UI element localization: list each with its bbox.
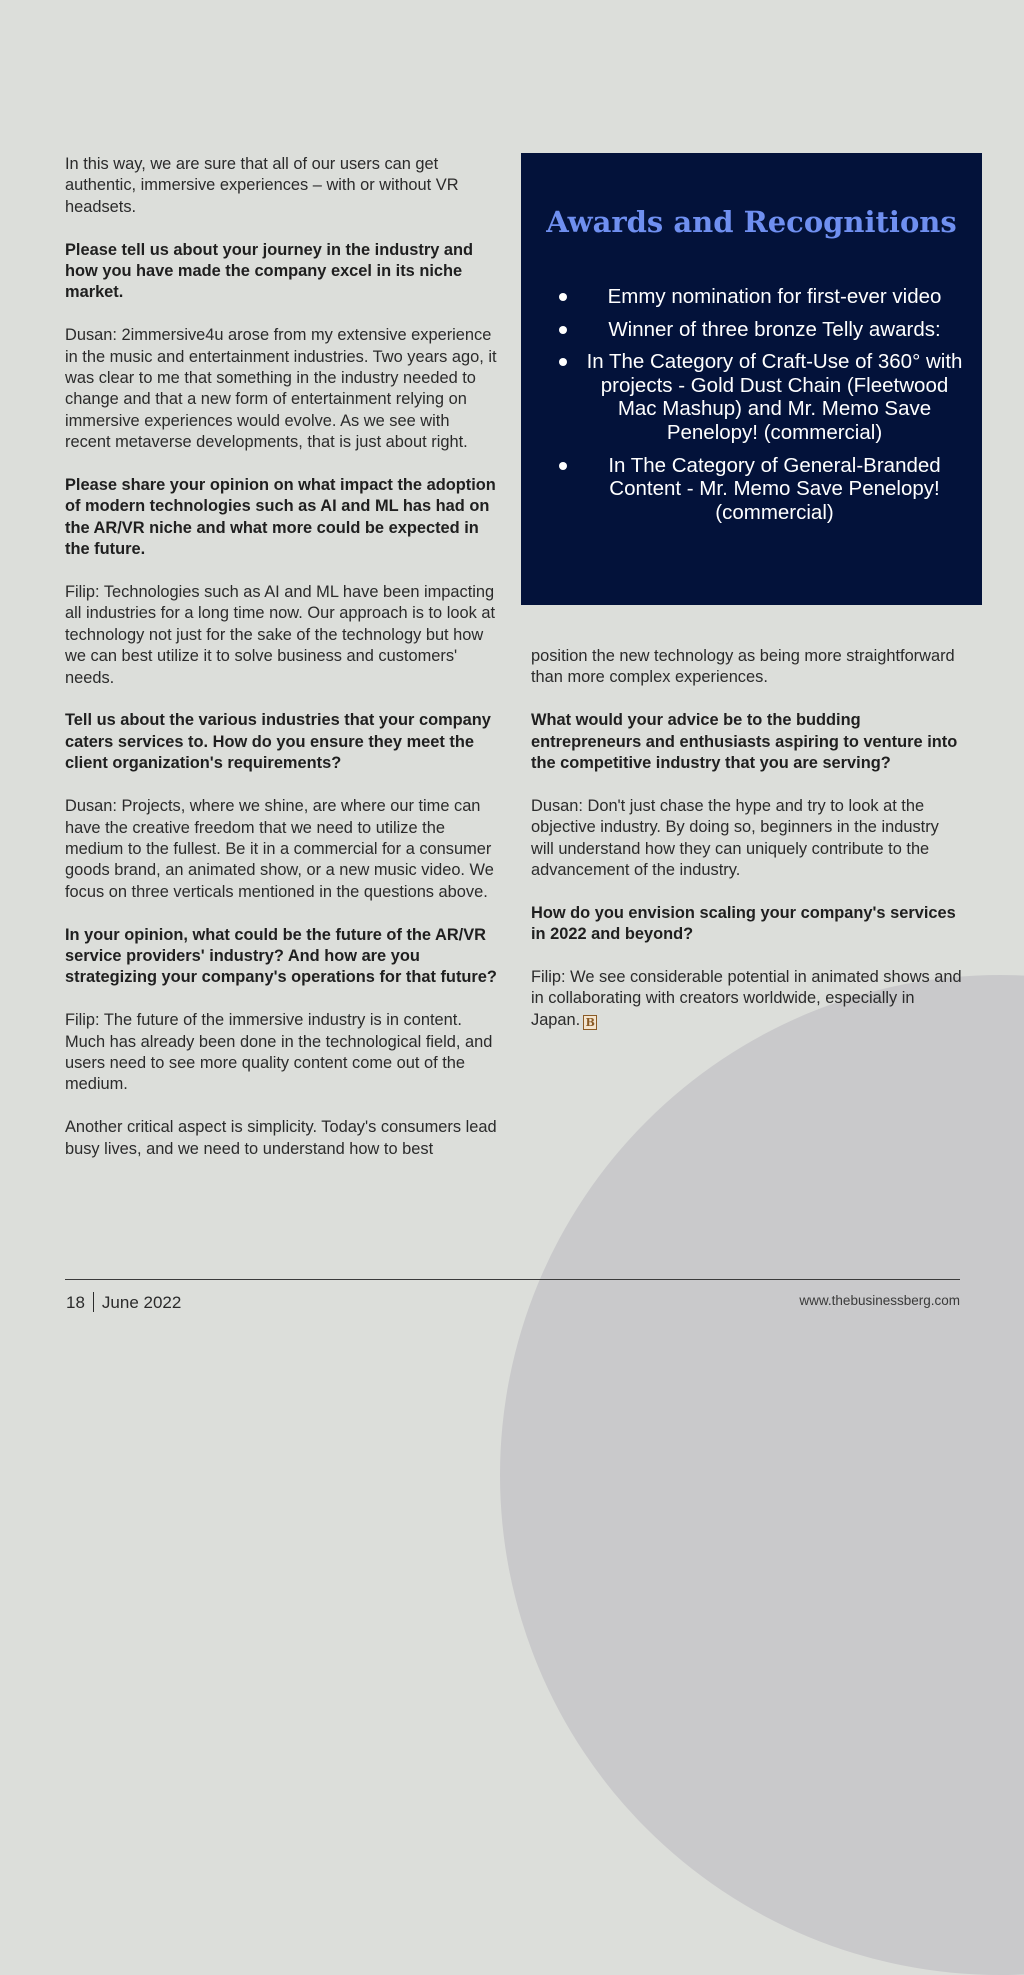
paragraph-text: In your opinion, what could be the future of the AR/VR service providers' industry? And how are you strategizing your company's operations for that future? (65, 925, 497, 987)
paragraph-text: Please tell us about your journey in the industry and how you have made the company excel in its niche market. (65, 240, 474, 302)
award-item-text: In The Category of General-Branded Content - Mr. Memo Save Penelopy! (commercial) (608, 453, 941, 524)
paragraph-text: How do you envision scaling your company's services in 2022 and beyond? (531, 903, 956, 944)
bullet-icon (559, 358, 567, 366)
interview-answer (65, 796, 497, 903)
awards-title: Awards and Recognitions (546, 205, 957, 239)
award-item (551, 454, 966, 525)
website-url: www.thebusinessberg.com (799, 1293, 960, 1308)
interview-question (65, 710, 497, 774)
awards-sidebar-box (521, 153, 982, 605)
interview-answer (65, 1117, 497, 1160)
paragraph-text: Please share your opinion on what impact the adoption of modern technologies such as AI and ML has had on the AR/VR niche and what more could be expected in the future. (65, 476, 496, 559)
interview-answer (531, 967, 966, 1031)
award-item-text: Emmy nomination for first-ever video (607, 285, 942, 308)
article-left-column (65, 154, 497, 1181)
interview-answer (65, 154, 497, 218)
article-right-column (531, 646, 966, 1053)
award-item-text: In The Category of Craft-Use of 360° with projects - Gold Dust Chain (Fleetwood Mac Mashup) and Mr. Memo Save Penelopy! (commercial) (586, 350, 963, 444)
bullet-icon (559, 326, 567, 334)
award-item (551, 350, 966, 444)
interview-answer (65, 325, 497, 453)
page-number: 18 (66, 1293, 85, 1312)
interview-answer (531, 796, 966, 882)
paragraph-text: In this way, we are sure that all of our users can get authentic, immersive experiences – with or without VR headsets. (65, 155, 459, 216)
interview-question (531, 710, 966, 774)
award-item (551, 318, 966, 342)
interview-answer (65, 582, 497, 689)
footer-page-info (66, 1292, 181, 1313)
footer-divider (65, 1279, 960, 1280)
paragraph-text: Dusan: Projects, where we shine, are where our time can have the creative freedom that we need to utilize the medium to the fullest. Be it in a commercial for a consumer goods brand, an animated show, or a new music video. We focus on three verticals mentioned in the questions above. (65, 797, 494, 901)
footer-separator (93, 1292, 94, 1312)
paragraph-text: Dusan: Don't just chase the hype and try to look at the objective industry. By doing so, beginners in the industry will understand how they can uniquely contribute to the advancement of the industry. (531, 796, 939, 880)
paragraph-text: Filip: The future of the immersive industry is in content. Much has already been done in the technological field, and users need to see more quality content come out of the medium. (65, 1011, 493, 1094)
paragraph-text: Another critical aspect is simplicity. Today's consumers lead busy lives, and we need to understand how to best (65, 1118, 497, 1158)
interview-question (65, 240, 497, 304)
awards-list (551, 285, 966, 533)
paragraph-text: Filip: We see considerable potential in animated shows and in collaborating with creators worldwide, especially in Japan. (531, 968, 962, 1029)
interview-question (531, 903, 966, 946)
paragraph-text: What would your advice be to the budding entrepreneurs and enthusiasts aspiring to venture into the competitive industry that you are serving? (531, 711, 958, 773)
interview-answer (65, 1010, 497, 1096)
award-item (551, 285, 966, 309)
background-circle-decoration (500, 975, 1024, 1975)
bullet-icon (559, 293, 567, 301)
interview-answer (531, 646, 966, 689)
issue-date: June 2022 (101, 1293, 182, 1312)
interview-question (65, 475, 497, 561)
bullet-icon (559, 462, 567, 470)
paragraph-text: Filip: Technologies such as AI and ML have been impacting all industries for a long time now. Our approach is to look at technology not just for the sake of the technology but how we can best utilize it to solve business and customers' needs. (65, 583, 496, 687)
paragraph-text: Tell us about the various industries that your company caters services to. How do you ensure they meet the client organization's requirements? (65, 711, 491, 773)
interview-question (65, 925, 497, 989)
paragraph-text: position the new technology as being more straightforward than more complex experiences. (531, 647, 955, 687)
award-item-text: Winner of three bronze Telly awards: (608, 317, 941, 341)
end-of-article-logo-icon: B (583, 1015, 597, 1030)
paragraph-text: Dusan: 2immersive4u arose from my extensive experience in the music and entertainment industries. Two years ago, it was clear to me that something in the industry needed to change and that a new form of entertainment relying on immersive experiences would evolve. As we see with recent metaverse developments, that is just about right. (65, 326, 497, 452)
